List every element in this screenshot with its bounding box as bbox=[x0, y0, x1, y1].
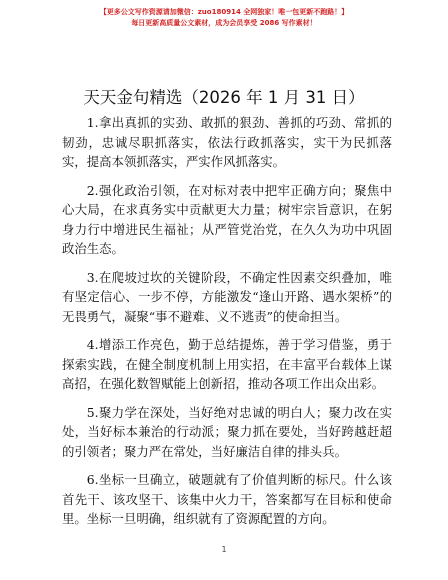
paragraph-4: 4.增添工作亮色，勤于总结提炼，善于学习借鉴，勇于探索实践，在健全制度机制上用实招，在丰富平台载体上谋高招，在强化数智赋能上创新招，推动各项工作出众出彩。 bbox=[62, 337, 392, 391]
paragraph-2: 2.强化政治引领，在对标对表中把牢正确方向；聚焦中心大局，在求真务实中贡献更大力量；树牢宗旨意识，在躬身力行中增进民生福祉；从严管党治党，在久久为功中巩固政治生态。 bbox=[62, 182, 392, 256]
banner-line-2: 每日更新高质量公文素材，成为会员享受 2086 写作素材！ bbox=[131, 19, 317, 27]
document-title: 天天金句精选（2026 年 1 月 31 日） bbox=[83, 88, 365, 107]
paragraph-6: 6.坐标一旦确立，破题就有了价值判断的标尺。什么该首先干、该攻坚干、该集中火力干，答案都写在目标和使命里。坐标一旦明确，组织就有了资源配置的方向。 bbox=[62, 472, 392, 526]
paragraph-5: 5.聚力学在深处，当好绝对忠诚的明白人；聚力改在实处，当好标本兼治的行动派；聚力抓在要处，当好跨越赶超的引领者；聚力严在常处，当好廉洁自律的排头兵。 bbox=[62, 404, 392, 459]
banner-line-1: 【更多公文写作资源请加微信：zuo180914 全网独家！唯一包更新不跑路！】 bbox=[99, 8, 349, 16]
promo-banner bbox=[0, 7, 448, 29]
paragraph-1: 1.拿出真抓的实劲、敢抓的狠劲、善抓的巧劲、常抓的韧劲，忠诚尽职抓落实，依法行政抓落实，实干为民抓落实，提高本领抓落实，严实作风抓落实。 bbox=[62, 115, 392, 169]
page-number: 1 bbox=[221, 545, 227, 554]
document-body bbox=[62, 113, 392, 538]
paragraph-3: 3.在爬坡过坎的关键阶段，不确定性因素交织叠加，唯有坚定信心、一步不停，方能激发“逢山开路、遇水架桥”的无畏勇气，凝聚“事不避难、义不逃责”的使命担当。 bbox=[62, 269, 392, 324]
